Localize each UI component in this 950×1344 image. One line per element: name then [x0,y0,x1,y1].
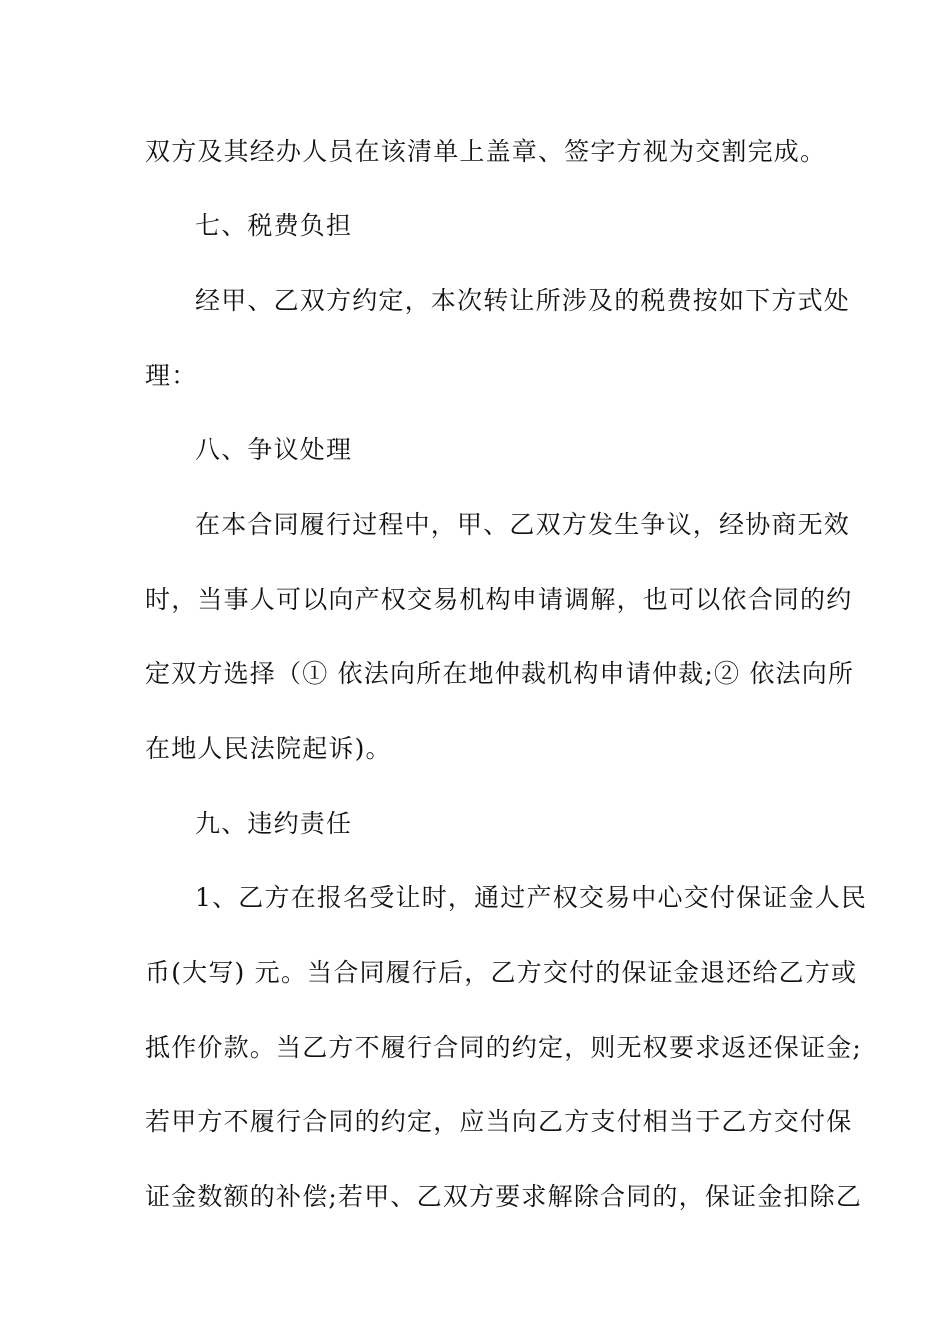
paragraph-line: 双方及其经办人员在该清单上盖章、签字方视为交割完成。 [145,137,827,166]
paragraph-line: 经甲、乙双方约定，本次转让所涉及的税费按如下方式处 [195,286,851,315]
paragraph-line: 定双方选择（① 依法向所在地仲裁机构申请仲裁;② 依法向所 [145,659,855,688]
paragraph-line: 抵作价款。当乙方不履行合同的约定，则无权要求返还保证金; [145,1033,863,1062]
paragraph-line: 币(大写) 元。当合同履行后，乙方交付的保证金退还给乙方或 [145,958,858,987]
section-heading-taxes: 七、税费负担 [195,211,353,240]
paragraph-line: 在本合同履行过程中，甲、乙双方发生争议，经协商无效 [195,510,851,539]
paragraph-line: 理： [145,361,198,390]
section-heading-dispute: 八、争议处理 [195,435,353,464]
paragraph-line: 在地人民法院起诉)。 [145,734,392,763]
paragraph-line: 若甲方不履行合同的约定，应当向乙方支付相当于乙方交付保 [145,1107,853,1136]
paragraph-line: 证金数额的补偿;若甲、乙双方要求解除合同的，保证金扣除乙 [145,1182,863,1211]
paragraph-line: 1、乙方在报名受让时，通过产权交易中心交付保证金人民 [195,883,868,912]
section-heading-breach: 九、违约责任 [195,809,353,838]
paragraph-line: 时，当事人可以向产权交易机构申请调解，也可以依合同的约 [145,585,853,614]
